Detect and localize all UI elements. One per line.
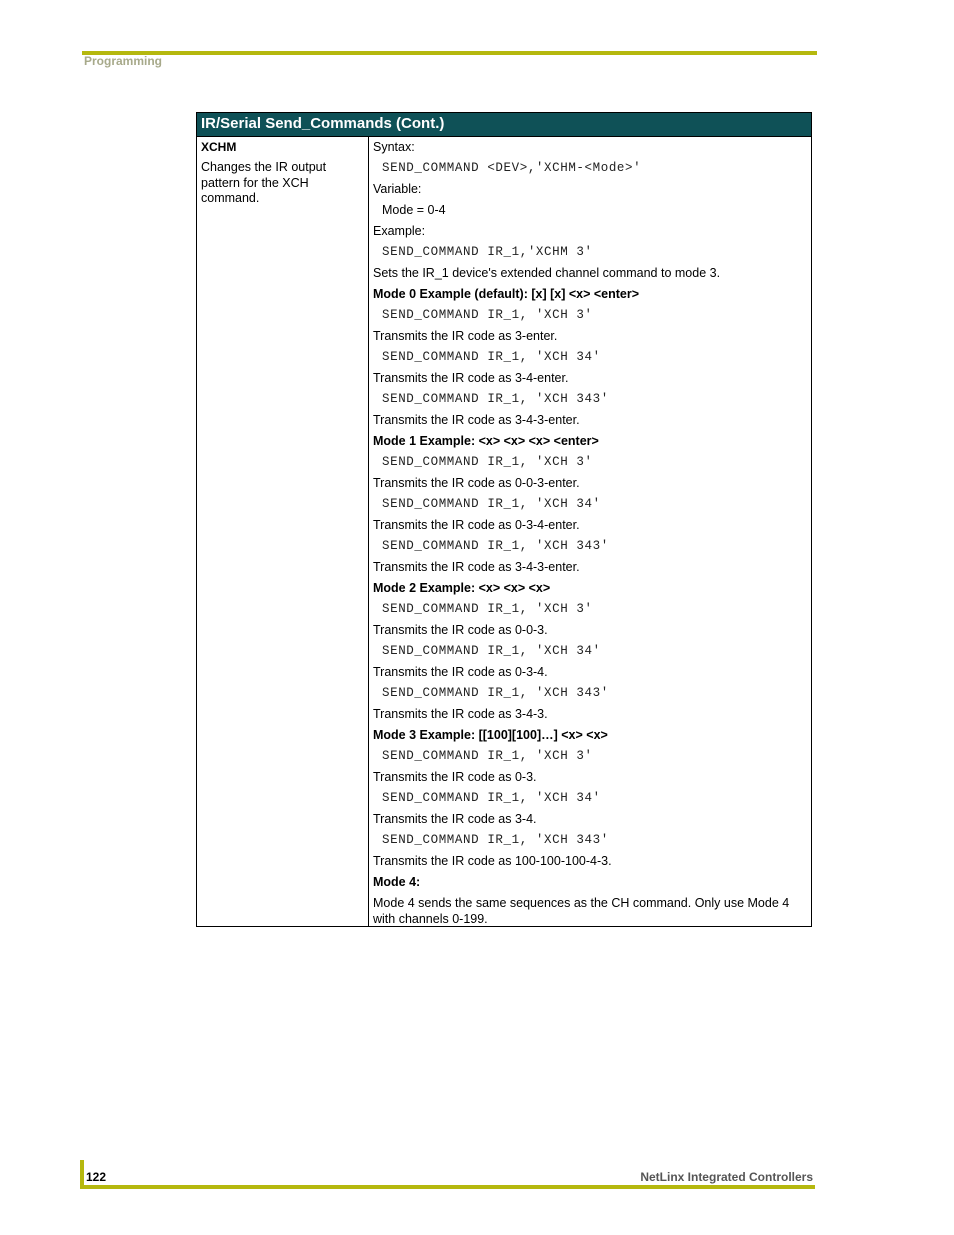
mode-heading: Mode 0 Example (default): [x] [x] <x> <enter> [373,287,640,301]
code-example: SEND_COMMAND IR_1, 'XCH 343' [382,539,609,553]
section-label: Programming [84,54,163,68]
description-text: Sets the IR_1 device's extended channel command to mode 3. [373,266,721,280]
description-text: Transmits the IR code as 3-4-enter. [373,371,569,385]
commands-table [196,112,812,927]
page-number: 122 [86,1170,107,1184]
code-example: SEND_COMMAND IR_1, 'XCH 3' [382,455,593,469]
code-example: SEND_COMMAND IR_1, 'XCH 34' [382,644,601,658]
code-example: SEND_COMMAND IR_1, 'XCH 34' [382,350,601,364]
description-text: Transmits the IR code as 3-4-3-enter. [373,413,580,427]
mode-heading: Mode 2 Example: <x> <x> <x> [373,581,551,595]
command-description: Changes the IR output pattern for the XCH command. [201,160,327,205]
variable-value: Mode = 0-4 [382,203,446,217]
code-example: SEND_COMMAND IR_1, 'XCH 343' [382,392,609,406]
code-example: SEND_COMMAND IR_1, 'XCH 3' [382,749,593,763]
code-example: SEND_COMMAND IR_1,'XCHM 3' [382,245,593,259]
description-text: Transmits the IR code as 0-3-4-enter. [373,518,580,532]
description-text: Transmits the IR code as 3-4-3-enter. [373,560,580,574]
description-text: Mode 4 sends the same sequences as the CH command. Only use Mode 4 with channels 0-199. [373,896,790,926]
code-example: SEND_COMMAND IR_1, 'XCH 343' [382,686,609,700]
footer-rule [80,1185,815,1189]
code-example: SEND_COMMAND <DEV>,'XCHM-<Mode>' [382,161,642,175]
description-text: Syntax: [373,140,415,154]
description-text: Transmits the IR code as 0-3-4. [373,665,548,679]
table-row [197,137,811,926]
description-text: Transmits the IR code as 0-3. [373,770,537,784]
description-text: Transmits the IR code as 3-4. [373,812,537,826]
command-cell [197,137,369,926]
command-details-cell [369,137,811,926]
code-example: SEND_COMMAND IR_1, 'XCH 343' [382,833,609,847]
mode-heading: Mode 1 Example: <x> <x> <x> <enter> [373,434,599,448]
description-text: Transmits the IR code as 3-enter. [373,329,558,343]
code-example: SEND_COMMAND IR_1, 'XCH 3' [382,308,593,322]
code-example: SEND_COMMAND IR_1, 'XCH 34' [382,791,601,805]
code-example: SEND_COMMAND IR_1, 'XCH 34' [382,497,601,511]
table-title: IR/Serial Send_Commands (Cont.) [197,113,811,137]
description-text: Transmits the IR code as 3-4-3. [373,707,548,721]
command-name: XCHM [201,140,237,154]
mode-heading: Mode 3 Example: [[100][100]…] <x> <x> [373,728,608,742]
description-text: Variable: [373,182,422,196]
footer-doc-title: NetLinx Integrated Controllers [640,1170,813,1184]
description-text: Transmits the IR code as 0-0-3-enter. [373,476,580,490]
description-text: Transmits the IR code as 100-100-100-4-3. [373,854,612,868]
description-text: Transmits the IR code as 0-0-3. [373,623,548,637]
code-example: SEND_COMMAND IR_1, 'XCH 3' [382,602,593,616]
header-rule [82,51,817,55]
mode-heading: Mode 4: [373,875,421,889]
description-text: Example: [373,224,426,238]
